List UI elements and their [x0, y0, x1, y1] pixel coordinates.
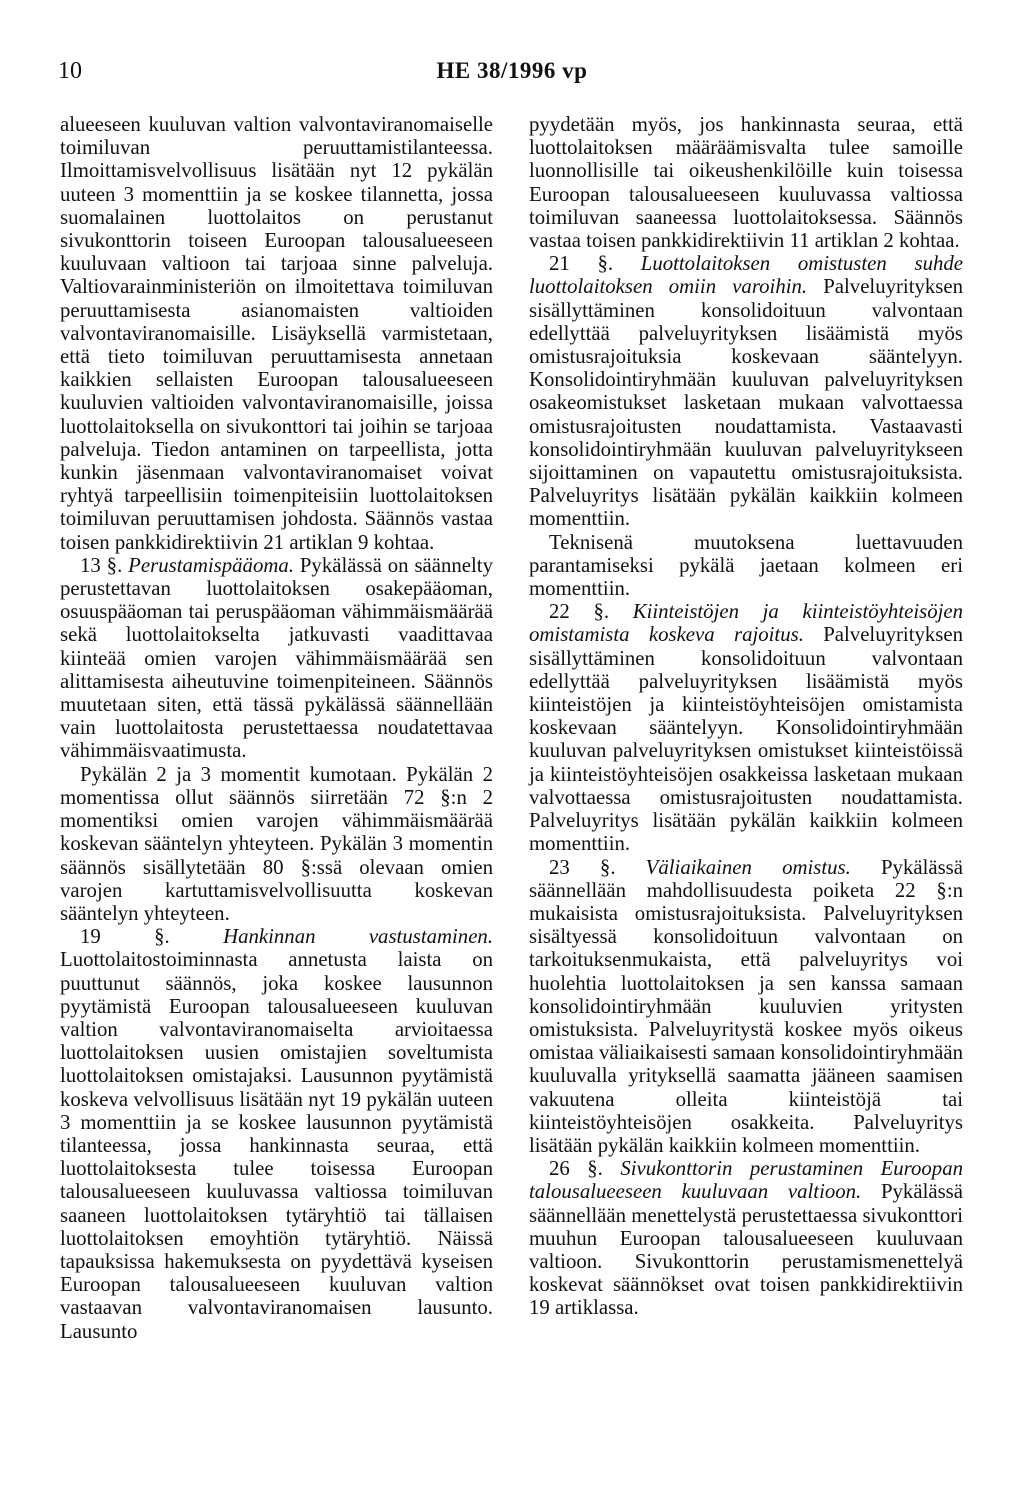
left-column	[60, 113, 493, 1343]
section-19	[60, 925, 493, 1343]
paragraph: pyydetään myös, jos hankinnasta seuraa, että luottolaitoksen määräämisvalta tulee samoille luonnollisille tai oikeushenkilöille kuin toisessa Euroopan talousalueeseen kuuluvassa valtiossa toimiluvan saaneessa luottolaitoksessa. Säännös vastaa toisen pankkidirektiivin 11 artiklan 2 kohtaa.	[529, 113, 963, 253]
section-title: Sivukonttorin perustaminen Euroopan talousalueeseen kuuluvaan valtioon.	[529, 1157, 964, 1204]
section-13	[60, 554, 493, 763]
page-header	[0, 58, 1024, 98]
section-number: 21 §.	[549, 252, 614, 276]
section-title: Väliaikainen omistus.	[645, 855, 851, 879]
section-26	[529, 1157, 963, 1319]
section-title: Luottolaitoksen omistusten suhde luottolaitoksen omiin varoihin.	[529, 252, 964, 299]
section-number: 13 §.	[80, 553, 123, 577]
section-number: 19 §.	[80, 925, 170, 949]
section-body: Pykälässä säännellään mahdollisuudesta poiketa 22 §:n mukaisista omistusrajoituksista. Palveluyrityksen sisältyessä konsolidoituun valvontaan on tarkoituksenmukaista, että palveluyritys voi huolehtia luottolaitoksen ja sen kanssa samaan konsolidointiryhmään kuuluvien yritysten omistuksista. Palveluyritystä koskee myös oikeus omistaa väliaikaisesti samaan konsolidointiryhmään kuuluvalla yrityksellä saamatta jääneen saamisen vakuutena olleita kiinteistöjä tai kiinteistöyhteisöjen osakkeita. Palveluyritys lisätään pykälän kaikkiin kolmeen momenttiin.	[529, 855, 964, 1157]
section-number: 26 §.	[549, 1157, 603, 1181]
paragraph: Pykälän 2 ja 3 momentit kumotaan. Pykälän 2 momentissa ollut säännös siirretään 72 §:n 2 momentiksi omien varojen vähimmäismäärää koskevan sääntelyn yhteyteen. Pykälän 3 momentin säännös sisällytetään 80 §:ssä olevaan omien varojen kartuttamisvelvollisuutta koskevan sääntelyn yhteyteen.	[60, 762, 493, 925]
section-body: Pykälässä säännellään menettelystä perustettaessa sivukonttori muuhun Euroopan talousalueeseen kuuluvaan valtioon. Sivukonttorin perustamismenettelyä koskevat säännökset ovat toisen pankkidirektiivin 19 artiklassa.	[529, 1180, 963, 1320]
section-number: 22 §.	[549, 600, 610, 624]
page-number: 10	[58, 58, 82, 84]
section-body: Luottolaitostoiminnasta annetusta laista on puuttunut säännös, joka koskee lausunnon pyytämistä Euroopan talousalueeseen kuuluvan valtion valvontaviranomaiselta arvioitaessa luottolaitoksen uusien omistajien soveltumista luottolaitoksen omistajaksi. Lausunnon pyytämistä koskeva velvollisuus lisätään nyt 19 pykälän uuteen 3 momenttiin ja se koskee lausunnon pyytämistä tilanteessa, jossa hankinnasta seuraa, että luottolaitoksesta tulee toisessa Euroopan talousalueeseen kuuluvassa valtiossa toimiluvan saaneen luottolaitoksen tytäryhtiö tai tällaisen luottolaitoksen emoyhtiön tytäryhtiö. Näissä tapauksissa hakemuksesta on pyydettävä kyseisen Euroopan talousalueeseen kuuluvan valtion vastaavan valvontaviranomaisen lausunto. Lausunto	[60, 948, 493, 1343]
section-21	[529, 252, 963, 530]
section-22	[529, 600, 963, 855]
section-title: Kiinteistöjen ja kiinteistöyhteisöjen omistamista koskeva rajoitus.	[529, 600, 964, 647]
paragraph: Teknisenä muutoksena luettavuuden parantamiseksi pykälä jaetaan kolmeen eri momenttiin.	[529, 530, 963, 601]
document-id: HE 38/1996 vp	[436, 58, 588, 83]
section-title: Hankinnan vastustaminen.	[223, 925, 494, 949]
section-body: Palveluyrityksen sisällyttäminen konsolidoituun valvontaan edellyttää palveluyrityksen lisäämistä myös kiinteistöjen ja kiinteistöyhteisöjen omistamista koskevaan sääntelyyn. Konsolidointiryhmään kuuluvan palveluyrityksen omistukset kiinteistöissä ja kiinteistöyhteisöjen osakkeissa lasketaan mukaan valvottaessa omistusrajoitusten noudattamista. Palveluyritys lisätään pykälän kaikkiin kolmeen momenttiin.	[529, 623, 963, 856]
section-23	[529, 856, 963, 1158]
right-column	[529, 113, 963, 1320]
section-number: 23 §.	[549, 855, 616, 879]
section-body: Palveluyrityksen sisällyttäminen konsolidoituun valvontaan edellyttää palveluyrityksen lisäämistä myös omistusrajoituksia koskevaan sääntelyyn. Konsolidointiryhmään kuuluvan palveluyrityksen osakeomistukset lasketaan mukaan valvottaessa omistusrajoitusten noudattamista. Vastaavasti konsolidointiryhmään kuuluvan palveluyritykseen sijoittaminen on vapautettu omistusrajoituksista. Palveluyritys lisätään pykälän kaikkiin kolmeen momenttiin.	[529, 275, 963, 531]
section-body: Pykälässä on säännelty perustettavan luottolaitoksen osakepääoman, osuuspääoman tai peruspääoman vähimmäismäärää sekä luottolaitokselta jatkuvasti vaadittavaa kiinteää omien varojen vähimmäismäärää sen alittamisesta aiheutuvine toimenpiteineen. Säännös muutetaan siten, että tässä pykälässä säännellään vain luottolaitosta perustettaessa noudatettavaa vähimmäisvaatimusta.	[60, 553, 493, 763]
paragraph: alueeseen kuuluvan valtion valvontaviranomaiselle toimiluvan peruuttamistilanteessa. Ilmoittamisvelvollisuus lisätään nyt 12 pykälän uuteen 3 momenttiin ja se koskee tilannetta, jossa suomalainen luottolaitos on perustanut sivukonttorin toiseen Euroopan talousalueeseen kuuluvaan valtioon tai tarjoaa sinne palveluja. Valtiovarainministeriön on ilmoitettava toimiluvan peruuttamisesta asianomaisten valtioiden valvontaviranomaisille. Lisäyksellä varmistetaan, että tieto toimiluvan peruuttamisesta annetaan kaikkien sellaisten Euroopan talousalueeseen kuuluvien valtioiden valvontaviranomaisille, joissa luottolaitoksella on sivukonttori tai joihin se tarjoaa palveluja. Tiedon antaminen on tarpeellista, jotta kunkin jäsenmaan valvontaviranomaiset voivat ryhtyä tarpeellisiin toimenpiteisiin luottolaitoksen toimiluvan peruuttamisen johdosta. Säännös vastaa toisen pankkidirektiivin 21 artiklan 9 kohtaa.	[60, 113, 493, 554]
section-title: Perustamispääoma.	[128, 553, 294, 577]
